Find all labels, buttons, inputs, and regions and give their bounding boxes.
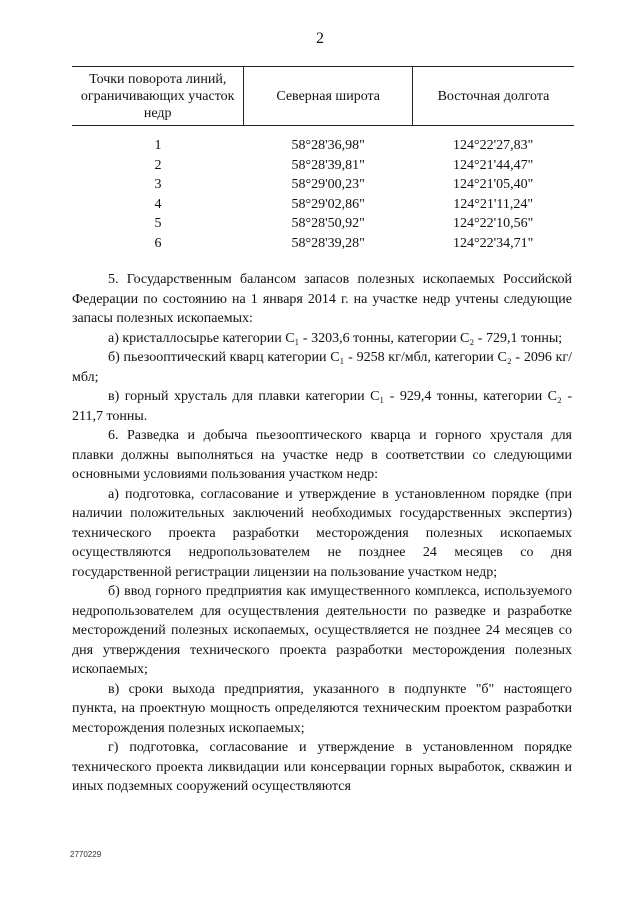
point-number: 5 [154,216,162,231]
table-row [72,234,574,254]
latitude-value: 58°28'39,28" [291,235,365,251]
paragraph-6d-liquidation-project: г) подготовка, согласование и утверждение в установленном порядке технического проекта ликвидации или консервации горных выработок, скважин и иных подземных сооружений осуществляются [72,740,572,794]
longitude-value: 124°21'05,40" [453,177,534,192]
paragraph-5c-rock-crystal: в) горный хрусталь для плавки категории C₁ - 929,4 тонны, категории C₂ - 211,7 тонны. [72,389,572,424]
point-number: 4 [154,196,162,212]
table-row [72,214,574,234]
point-number: 3 [154,177,162,192]
point-number: 6 [154,235,162,251]
document-code: 2770229 [70,850,102,859]
header-east-longitude: Восточная долгота [412,67,574,126]
coordinates-table [72,66,574,253]
header-turning-points: Точки поворота линий, ограничивающих участок недр [72,67,244,126]
point-number: 2 [154,157,162,173]
longitude-value: 124°22'27,83" [453,138,534,153]
longitude-value: 124°21'11,24" [453,196,534,212]
table-header-row [72,67,574,126]
latitude-value: 58°28'36,98" [291,138,365,153]
latitude-value: 58°28'39,81" [291,157,365,173]
paragraph-5a-crystal-raw: а) кристаллосырье категории C₁ - 3203,6 тонны, категории C₂ - 729,1 тонны; [108,330,563,346]
table-row [72,175,574,195]
longitude-value: 124°22'34,71" [453,235,534,251]
latitude-value: 58°29'02,86" [291,196,365,212]
paragraph-5-reserves: 5. Государственным балансом запасов полезных ископаемых Российской Федерации по состоянию на 1 января 2014 г. на участке недр учтены следующие запасы полезных ископаемых: [72,272,572,326]
paragraph-6a-technical-project: а) подготовка, согласование и утверждение в установленном порядке (при наличии положительных заключений необходимых государственных экспертиз) технического проекта разработки месторождения полезных ископаемых осуществляются недропользователем не позднее 24 месяцев со дня государственной регистрации лицензии на пользование участком недр; [72,486,572,580]
paragraph-6c-design-capacity: в) сроки выхода предприятия, указанного в подпункте "б" настоящего пункта, на проектную мощность определяются техническим проектом разработки месторождения полезных ископаемых; [72,681,572,736]
latitude-value: 58°28'50,92" [291,216,365,231]
paragraph-6b-commissioning: б) ввод горного предприятия как имущественного комплекса, используемого недропользователем для осуществления деятельности по разведке и разработке месторождений полезных ископаемых, осуществляется не позднее 24 месяцев со дня утверждения технического проекта разработки месторождения полезных ископаемых; [72,584,572,677]
table-row [72,156,574,176]
page-number: 2 [316,30,324,47]
paragraph-6-conditions: 6. Разведка и добыча пьезооптического кварца и горного хрусталя для плавки должны выполняться на участке недр в соответствии со следующими основными условиями пользования участком недр: [72,428,572,482]
table-row [72,136,574,156]
longitude-value: 124°22'10,56" [453,216,534,231]
point-number: 1 [154,138,162,153]
latitude-value: 58°29'00,23" [291,177,365,192]
longitude-value: 124°21'44,47" [453,157,534,173]
paragraph-5b-piezo-quartz: б) пьезооптический кварц категории C₁ - 9258 кг/мбл, категории C₂ - 2096 кг/мбл; [72,350,572,385]
document-body [72,270,572,797]
header-north-latitude: Северная широта [244,67,413,126]
table-row [72,195,574,215]
